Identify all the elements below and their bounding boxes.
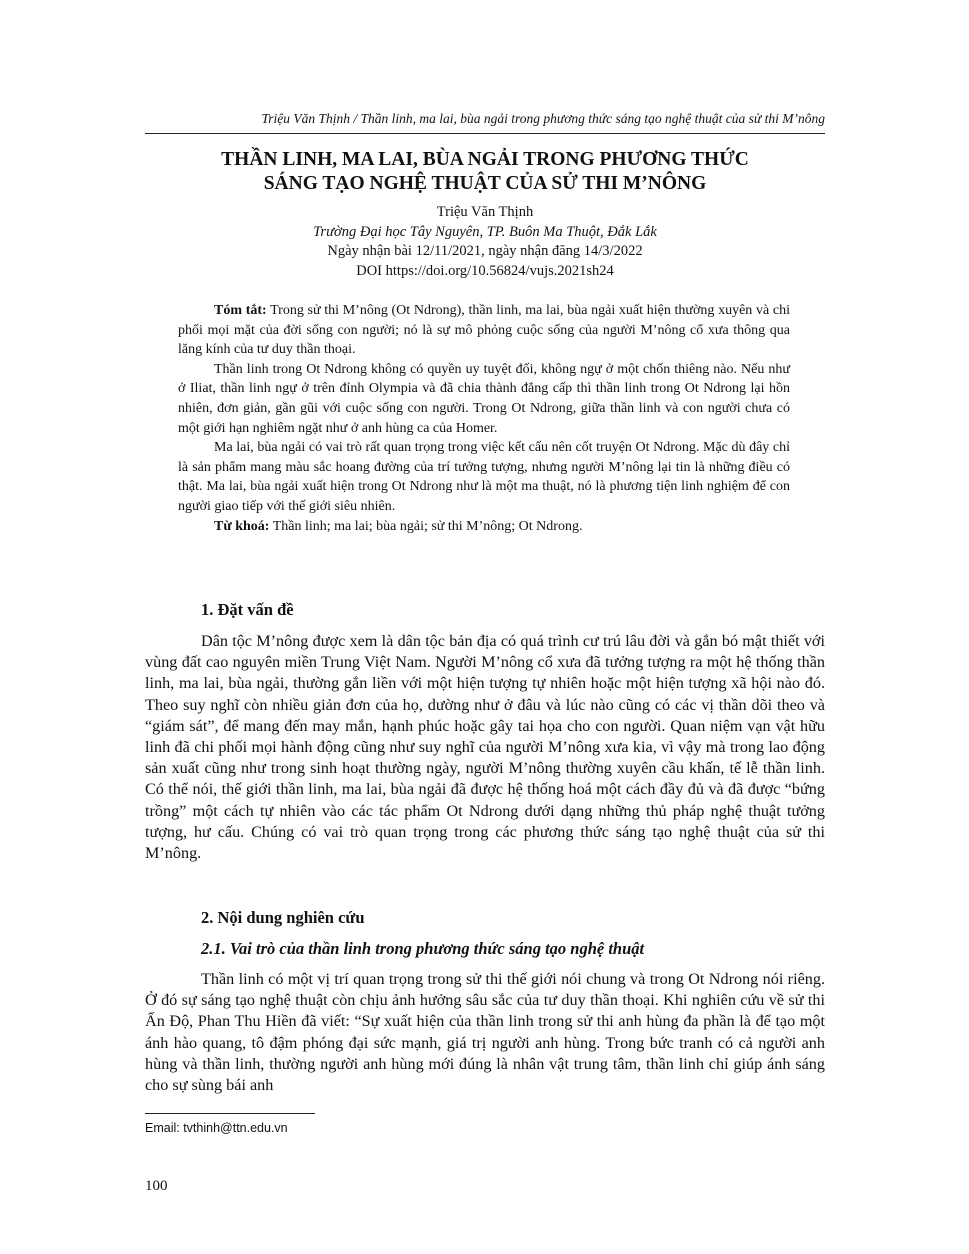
abstract-paragraph-2: Thần linh trong Ot Ndrong không có quyền uy tuyệt đối, không ngự ở một chốn thiêng nào. Nếu như ở Iliat, thần linh ngự ở trên đỉnh Olympia và đã chia thành đẳng cấp thì thần linh trong Ot Ndrong lại hồn nhiên, đơn giản, gần gũi với cuộc sống con người. Trong Ot Ndrong, giữa thần linh và con người chưa có một giới hạn nghiêm ngặt như ở anh hùng ca của Homer.	[178, 361, 790, 436]
article-title	[145, 148, 825, 196]
abstract-paragraph-3: Ma lai, bùa ngải có vai trò rất quan trọng trong việc kết cấu nên cốt truyện Ot Ndrong. Mặc dù đây chỉ là sản phẩm mang màu sắc hoang đường của trí tưởng tượng, nhưng người M’nông lại tin là những điều có thật. Ma lai, bùa ngải xuất hiện trong Ot Ndrong như là một ma thuật, nó là phương tiện linh nghiệm để con người giao tiếp với thế giới siêu nhiên.	[178, 440, 790, 514]
keywords-text: Thần linh; ma lai; bùa ngải; sử thi M’nông; Ot Ndrong.	[269, 518, 583, 534]
header-rule	[145, 133, 825, 134]
keywords	[178, 517, 790, 537]
section-2-heading: 2. Nội dung nghiên cứu	[201, 908, 365, 927]
doi: DOI https://doi.org/10.56824/vujs.2021sh24	[356, 262, 614, 279]
section-1-heading: 1. Đặt vấn đề	[201, 600, 294, 619]
article-meta	[145, 203, 825, 281]
footnote-email: Email: tvthinh@ttn.edu.vn	[145, 1121, 288, 1135]
section-2-body	[145, 969, 825, 1096]
received-dates: Ngày nhận bài 12/11/2021, ngày nhận đăng 14/3/2022	[327, 243, 643, 259]
running-head: Triệu Văn Thịnh / Thần linh, ma lai, bùa ngải trong phương thức sáng tạo nghệ thuật của sử thi M’nông	[261, 111, 825, 126]
author-name: Triệu Văn Thịnh	[436, 204, 534, 220]
affiliation: Trường Đại học Tây Nguyên, TP. Buôn Ma Thuột, Đắk Lắk	[313, 223, 657, 240]
section-2-paragraph: Thần linh có một vị trí quan trọng trong sử thi thế giới nói chung và trong Ot Ndrong nói riêng. Ở đó sự sáng tạo nghệ thuật còn chịu ảnh hưởng sâu sắc của tư duy thần thoại. Khi nghiên cứu về sử thi Ấn Độ, Phan Thu Hiền đã viết: “Sự xuất hiện của thần linh trong sử thi anh hùng đa phần là để tạo một ánh hào quang, tô đậm phóng đại sức mạnh, giá trị người anh hùng. Trong bức tranh có cả người anh hùng và thần linh, thường người anh hùng mới đúng là nhân vật trung tâm, thần linh chỉ giúp ánh sáng cho sự sùng bái anh	[145, 970, 825, 1095]
abstract	[178, 301, 790, 536]
abstract-paragraph-1	[178, 301, 790, 360]
section-1-paragraph: Dân tộc M’nông được xem là dân tộc bản địa có quá trình cư trú lâu đời và gắn bó mật thiết với vùng đất cao nguyên miền Trung Việt Nam. Người M’nông cổ xưa đã tưởng tượng ra một hệ thống thần linh, ma lai, bùa ngải, thường gắn liền với một hiện tượng tự nhiên hoặc một hiện tượng xã hội nào đó. Theo suy nghĩ còn nhiều giản đơn của họ, dường như ở đâu và lúc nào cũng có các vị thần dõi theo và “giám sát”, để mang đến may mắn, hạnh phúc hoặc gây tai họa cho con người. Quan niệm vạn vật hữu linh đã chi phối mọi hành động cũng như suy nghĩ của người M’nông xưa kia, vì vậy mà trong lao động sản xuất cũng như trong sinh hoạt thường ngày, người M’nông thường xuyên cầu khấn, tế lễ thần linh. Có thể nói, thế giới thần linh, ma lai, bùa ngải đã được hệ thống hoá một cách đầy đủ và đã được “bứng trồng” một cách tự nhiên vào các tác phẩm Ot Ndrong dưới dạng những thủ pháp nghệ thuật tưởng tượng, hư cấu. Chúng có vai trò quan trọng trong các phương thức sáng tạo nghệ thuật của sử thi M’nông.	[145, 632, 825, 863]
footnote-rule	[145, 1113, 315, 1114]
title-line-1: THẦN LINH, MA LAI, BÙA NGẢI TRONG PHƯƠNG THỨC	[221, 149, 749, 170]
title-line-2: SÁNG TẠO NGHỆ THUẬT CỦA SỬ THI M’NÔNG	[263, 173, 707, 194]
section-1-body	[145, 631, 825, 864]
keywords-label: Từ khoá:	[214, 518, 270, 534]
page-number: 100	[145, 1178, 168, 1194]
abstract-text-1: Trong sử thi M’nông (Ot Ndrong), thần linh, ma lai, bùa ngải xuất hiện thường xuyên và chi phối mọi mặt của đời sống con người; nó là sự mô phỏng cuộc sống của người M’nông cổ xưa thông qua lăng kính của tư duy thần thoại.	[178, 303, 790, 358]
abstract-label: Tóm tắt:	[214, 303, 267, 318]
section-2-1-heading: 2.1. Vai trò của thần linh trong phương thức sáng tạo nghệ thuật	[201, 939, 645, 958]
